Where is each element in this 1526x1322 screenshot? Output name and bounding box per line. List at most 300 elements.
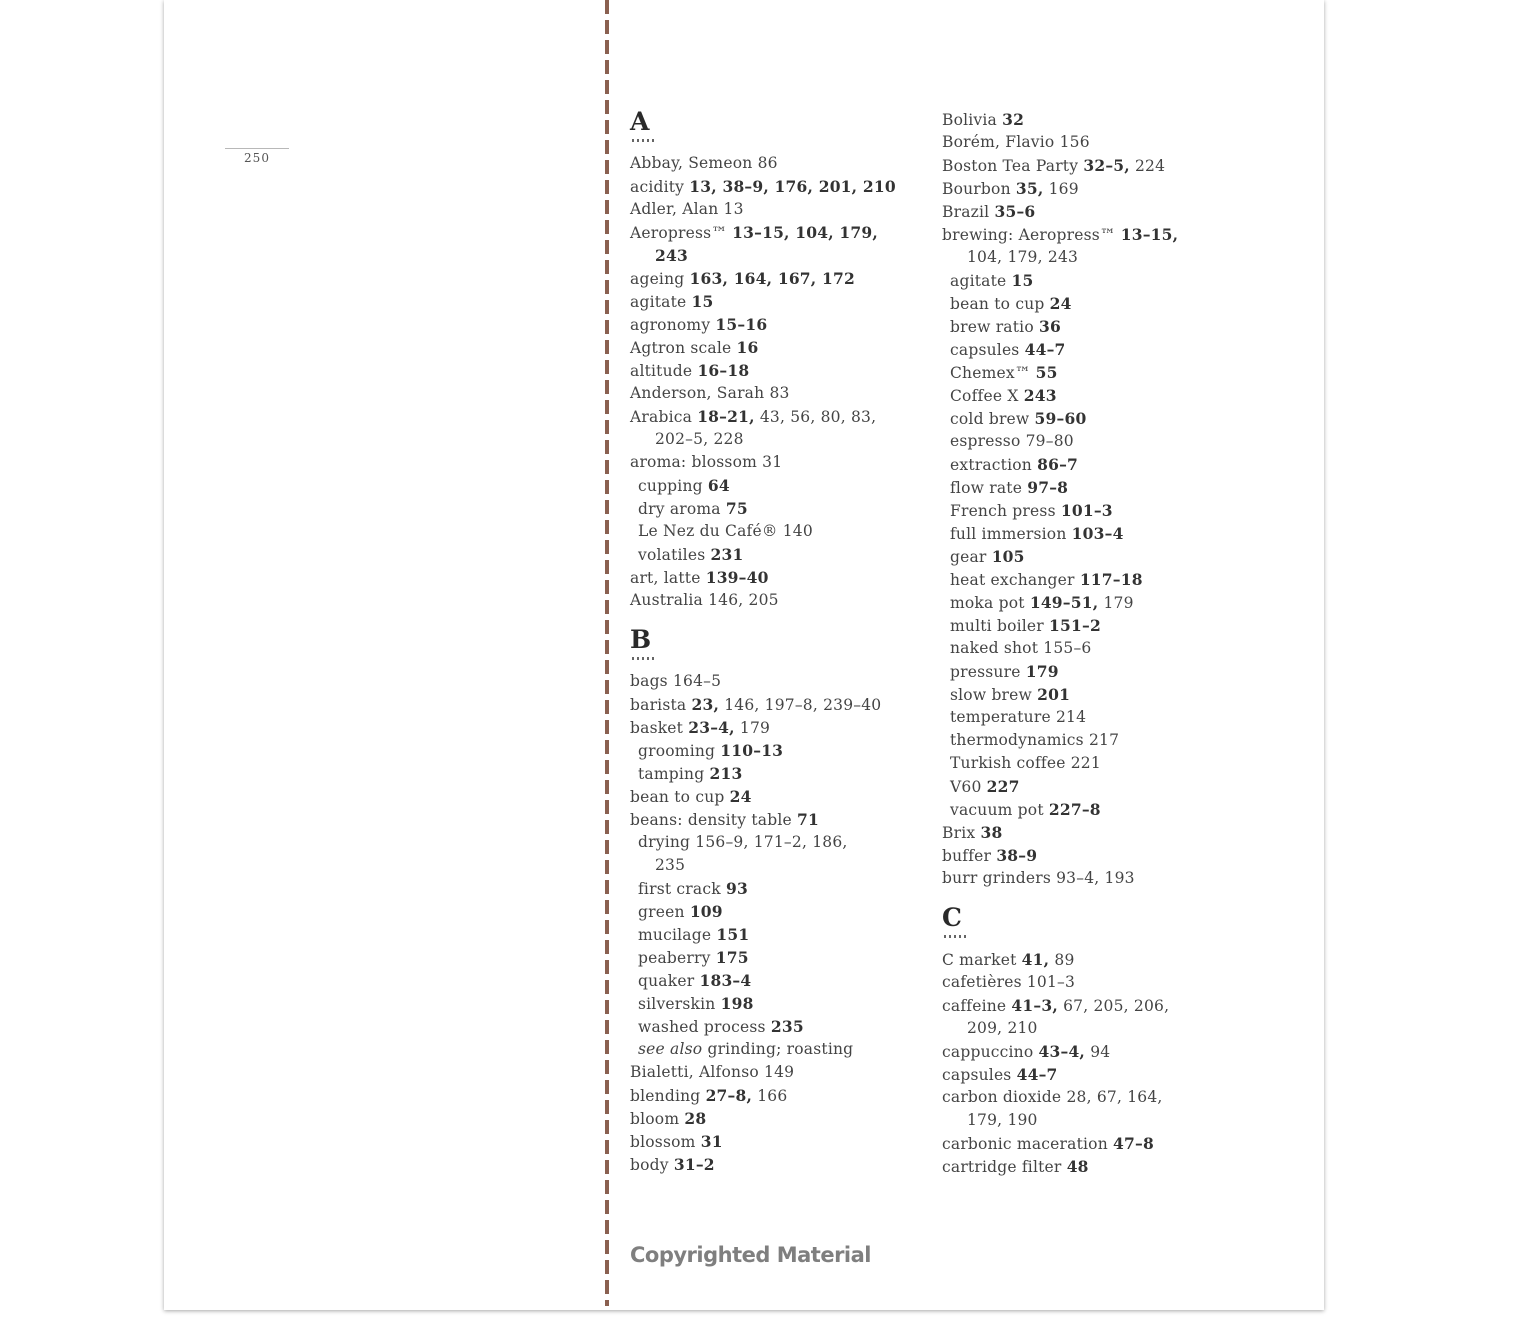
entry-term: body bbox=[630, 1156, 669, 1174]
index-entry bbox=[630, 313, 896, 336]
entry-pages bbox=[689, 178, 896, 196]
index-entry bbox=[942, 971, 1178, 994]
entry-pages bbox=[1030, 594, 1134, 612]
index-entry bbox=[630, 497, 896, 520]
entry-term: cartridge filter bbox=[942, 1158, 1062, 1176]
entry-pages bbox=[655, 247, 688, 265]
copyright-notice: Copyrighted Material bbox=[630, 1243, 871, 1267]
page-ref-bold: 41, bbox=[1021, 950, 1050, 969]
entry-term: pressure bbox=[950, 663, 1021, 681]
entry-pages bbox=[1016, 180, 1079, 198]
index-entry bbox=[630, 946, 896, 969]
index-entry bbox=[630, 739, 896, 762]
entry-pages bbox=[737, 339, 759, 357]
page-ref-bold: 183–4 bbox=[699, 971, 752, 990]
page-ref-bold: 38 bbox=[980, 823, 1003, 842]
index-entry bbox=[630, 670, 896, 693]
index-entry bbox=[942, 591, 1178, 614]
entry-pages bbox=[724, 200, 744, 218]
page-ref-bold: 109 bbox=[689, 902, 723, 921]
entry-term: Borém, Flavio bbox=[942, 133, 1055, 151]
index-entry bbox=[942, 499, 1178, 522]
page-ref-bold: 151–2 bbox=[1049, 616, 1101, 635]
index-entry bbox=[942, 154, 1178, 177]
entry-term: bloom bbox=[630, 1110, 680, 1128]
entry-pages bbox=[797, 811, 819, 829]
entry-pages bbox=[1049, 617, 1101, 635]
entry-pages bbox=[726, 500, 748, 518]
entry-pages bbox=[690, 270, 855, 288]
entry-term: buffer bbox=[942, 847, 992, 865]
page-ref: 155–6 bbox=[1043, 639, 1092, 657]
page-ref: 83 bbox=[769, 384, 790, 402]
index-entry bbox=[942, 729, 1178, 752]
page-ref-bold: 55 bbox=[1035, 363, 1058, 382]
page-ref: 202–5, 228 bbox=[655, 430, 744, 448]
page-ref-bold: 24 bbox=[1049, 294, 1072, 313]
see-also-label: see also bbox=[638, 1040, 703, 1058]
index-entry bbox=[942, 752, 1178, 775]
entry-pages bbox=[1037, 456, 1078, 474]
index-entry bbox=[942, 994, 1178, 1017]
entry-pages bbox=[699, 972, 751, 990]
index-entry bbox=[630, 854, 896, 877]
entry-pages bbox=[764, 1063, 794, 1081]
entry-pages bbox=[987, 778, 1020, 796]
entry-pages bbox=[726, 880, 748, 898]
entry-pages bbox=[721, 995, 754, 1013]
entry-term: vacuum pot bbox=[950, 801, 1044, 819]
entry-term: Turkish coffee bbox=[950, 754, 1066, 772]
column-divider bbox=[605, 0, 609, 1306]
index-entry bbox=[630, 785, 896, 808]
entry-term: bags bbox=[630, 672, 668, 690]
page-ref: 179 bbox=[739, 719, 771, 737]
page-ref-bold: 23, bbox=[691, 695, 720, 714]
entry-pages bbox=[1072, 525, 1124, 543]
index-entry bbox=[630, 451, 896, 474]
page-ref-bold: 41–3, bbox=[1011, 996, 1058, 1015]
entry-pages bbox=[758, 154, 778, 172]
entry-pages bbox=[1035, 410, 1087, 428]
entry-term: gear bbox=[950, 548, 987, 566]
page-ref-bold: 15 bbox=[1011, 271, 1034, 290]
entry-term: bean to cup bbox=[950, 295, 1045, 313]
entry-pages bbox=[692, 696, 882, 714]
entry-term: V60 bbox=[950, 778, 982, 796]
entry-pages bbox=[1121, 226, 1179, 244]
index-entry bbox=[630, 1130, 896, 1153]
index-entry bbox=[630, 336, 896, 359]
entry-term: extraction bbox=[950, 456, 1032, 474]
page-ref-bold: 97–8 bbox=[1027, 478, 1069, 497]
index-entry bbox=[942, 384, 1178, 407]
entry-term: Aeropress™ bbox=[630, 224, 728, 242]
entry-pages bbox=[707, 1040, 853, 1058]
page-ref-bold: 31–2 bbox=[673, 1155, 715, 1174]
index-entry bbox=[630, 428, 896, 451]
page-ref-bold: 23–4, bbox=[688, 718, 735, 737]
entry-pages bbox=[720, 742, 783, 760]
entry-term: Australia bbox=[630, 591, 703, 609]
section-letter: B bbox=[630, 625, 652, 654]
index-entry bbox=[630, 359, 896, 382]
entry-pages bbox=[1089, 731, 1119, 749]
entry-pages bbox=[655, 430, 744, 448]
entry-pages bbox=[695, 833, 847, 851]
index-entry bbox=[630, 762, 896, 785]
page-ref: 104, 179, 243 bbox=[967, 248, 1079, 266]
index-entry bbox=[942, 1040, 1178, 1063]
index-entry bbox=[942, 315, 1178, 338]
entry-term: Chemex™ bbox=[950, 364, 1031, 382]
index-entry bbox=[942, 614, 1178, 637]
entry-pages bbox=[674, 1156, 715, 1174]
entry-term: Bolivia bbox=[942, 111, 997, 129]
page-ref-bold: 231 bbox=[710, 545, 744, 564]
index-entry bbox=[630, 589, 896, 612]
entry-pages bbox=[967, 1019, 1038, 1037]
index-entry bbox=[630, 831, 896, 854]
index-column-right bbox=[942, 108, 1178, 1178]
entry-term: basket bbox=[630, 719, 684, 737]
index-entry bbox=[942, 683, 1178, 706]
index-entry bbox=[942, 292, 1178, 315]
index-entry bbox=[630, 1015, 896, 1038]
page-ref-bold: 16 bbox=[736, 338, 759, 357]
page-ref-bold: 179 bbox=[1025, 662, 1059, 681]
page-ref: 214 bbox=[1055, 708, 1087, 726]
page-ref: 79–80 bbox=[1025, 432, 1074, 450]
index-entry bbox=[942, 1063, 1178, 1086]
page-ref-bold: 139–40 bbox=[705, 568, 769, 587]
page-ref-bold: 28 bbox=[684, 1109, 707, 1128]
page-ref-bold: 16–18 bbox=[697, 361, 750, 380]
index-entry bbox=[942, 706, 1178, 729]
page-ref: 169 bbox=[1048, 180, 1079, 198]
page-ref-bold: 38–9 bbox=[996, 846, 1038, 865]
index-entry bbox=[942, 407, 1178, 430]
index-entry bbox=[630, 267, 896, 290]
entry-term: Boston Tea Party bbox=[942, 157, 1079, 175]
entry-pages bbox=[706, 1087, 788, 1105]
index-entry bbox=[630, 808, 896, 831]
entry-pages bbox=[1060, 133, 1090, 151]
page-ref-bold: 47–8 bbox=[1113, 1134, 1154, 1153]
index-entry bbox=[942, 453, 1178, 476]
index-entry bbox=[630, 1038, 896, 1061]
entry-term: first crack bbox=[638, 880, 721, 898]
entry-term: brewing: Aeropress™ bbox=[942, 226, 1116, 244]
index-entry bbox=[942, 108, 1178, 131]
index-entry bbox=[942, 660, 1178, 683]
index-section bbox=[942, 904, 1178, 1178]
index-section bbox=[630, 108, 896, 612]
entry-pages bbox=[1027, 973, 1075, 991]
index-section bbox=[630, 626, 896, 1176]
entry-pages bbox=[1037, 686, 1070, 704]
page-ref-bold: 32 bbox=[1002, 110, 1025, 129]
entry-pages bbox=[769, 384, 789, 402]
entry-pages bbox=[1026, 663, 1059, 681]
page-ref: 94 bbox=[1090, 1043, 1111, 1061]
entry-term: thermodynamics bbox=[950, 731, 1084, 749]
entry-term: aroma: blossom bbox=[630, 453, 758, 471]
page-ref: 235 bbox=[655, 856, 686, 874]
entry-term: moka pot bbox=[950, 594, 1025, 612]
page-ref: 86 bbox=[757, 154, 778, 172]
index-entry bbox=[630, 198, 896, 221]
entry-term: blending bbox=[630, 1087, 701, 1105]
entry-pages bbox=[715, 316, 767, 334]
index-entry bbox=[942, 361, 1178, 384]
entry-pages bbox=[1049, 801, 1101, 819]
index-entry bbox=[630, 175, 896, 198]
entry-pages bbox=[684, 1110, 706, 1128]
page-ref-bold: 32–5, bbox=[1083, 156, 1130, 175]
page-ref-bold: 103–4 bbox=[1071, 524, 1124, 543]
entry-term: Agtron scale bbox=[630, 339, 732, 357]
index-entry bbox=[942, 1155, 1178, 1178]
entry-term: carbon dioxide bbox=[942, 1088, 1062, 1106]
index-entry bbox=[942, 522, 1178, 545]
page-ref-bold: 151 bbox=[716, 925, 750, 944]
index-entry bbox=[942, 1132, 1178, 1155]
page-number: 250 bbox=[244, 151, 270, 165]
entry-term: agitate bbox=[950, 272, 1007, 290]
section-letter-underline bbox=[632, 657, 656, 660]
index-entry bbox=[942, 223, 1178, 246]
page-ref-bold: 59–60 bbox=[1034, 409, 1087, 428]
page-ref: 89 bbox=[1054, 951, 1075, 969]
page-ref: 209, 210 bbox=[967, 1019, 1038, 1037]
page-ref: 31 bbox=[762, 453, 783, 471]
entry-pages bbox=[1026, 432, 1074, 450]
page-ref-bold: 18–21, bbox=[697, 407, 755, 426]
index-entry bbox=[942, 430, 1178, 453]
page-ref-bold: 227–8 bbox=[1048, 800, 1101, 819]
entry-pages bbox=[783, 522, 813, 540]
index-entry bbox=[630, 244, 896, 267]
index-entry bbox=[942, 338, 1178, 361]
page-ref: 149 bbox=[764, 1063, 795, 1081]
entry-pages bbox=[692, 293, 714, 311]
page-ref-bold: 110–13 bbox=[720, 741, 784, 760]
index-entry bbox=[942, 269, 1178, 292]
entry-term: Brazil bbox=[942, 203, 990, 221]
section-letter: C bbox=[942, 903, 962, 932]
entry-term: Bialetti, Alfonso bbox=[630, 1063, 759, 1081]
page-ref: 28, 67, 164, bbox=[1066, 1088, 1163, 1106]
index-entry bbox=[942, 200, 1178, 223]
section-letter: A bbox=[630, 107, 650, 136]
page-number-rule bbox=[225, 148, 289, 149]
index-entry bbox=[630, 900, 896, 923]
entry-term: silverskin bbox=[638, 995, 716, 1013]
index-entry bbox=[630, 290, 896, 313]
index-entry bbox=[942, 867, 1178, 890]
entry-pages bbox=[967, 1111, 1038, 1129]
index-section bbox=[942, 108, 1178, 890]
entry-term: naked shot bbox=[950, 639, 1039, 657]
entry-term: quaker bbox=[638, 972, 695, 990]
entry-pages bbox=[1067, 1158, 1089, 1176]
entry-pages bbox=[1039, 1043, 1111, 1061]
index-entry bbox=[942, 476, 1178, 499]
index-entry bbox=[630, 923, 896, 946]
page-ref-bold: 175 bbox=[715, 948, 749, 967]
index-entry bbox=[942, 775, 1178, 798]
entry-pages bbox=[697, 408, 876, 426]
entry-term: agitate bbox=[630, 293, 687, 311]
entry-pages bbox=[688, 719, 770, 737]
entry-pages bbox=[980, 824, 1002, 842]
page-ref: 101–3 bbox=[1026, 973, 1076, 991]
entry-term: French press bbox=[950, 502, 1056, 520]
page-ref: 43, 56, 80, 83, bbox=[759, 408, 877, 426]
page-ref-bold: 15–16 bbox=[715, 315, 768, 334]
index-entry bbox=[630, 1084, 896, 1107]
index-entry bbox=[942, 637, 1178, 660]
page-ref: 67, 205, 206, bbox=[1063, 997, 1170, 1015]
index-entry bbox=[942, 844, 1178, 867]
entry-term: grooming bbox=[638, 742, 716, 760]
page-ref-bold: 13, 38–9, 176, 201, 210 bbox=[689, 177, 896, 196]
entry-pages bbox=[1036, 364, 1058, 382]
entry-pages bbox=[673, 672, 721, 690]
page-ref: 166 bbox=[757, 1087, 788, 1105]
entry-pages bbox=[716, 926, 749, 944]
index-entry bbox=[630, 520, 896, 543]
page-ref-bold: 64 bbox=[707, 476, 730, 495]
entry-term: Bourbon bbox=[942, 180, 1011, 198]
page-ref-bold: 71 bbox=[797, 810, 819, 829]
entry-pages bbox=[967, 248, 1078, 266]
index-entry bbox=[942, 177, 1178, 200]
entry-term: agronomy bbox=[630, 316, 711, 334]
page-ref-bold: 75 bbox=[725, 499, 748, 518]
entry-term: drying bbox=[638, 833, 691, 851]
entry-term: cafetières bbox=[942, 973, 1022, 991]
entry-pages bbox=[1027, 479, 1068, 497]
page-ref-bold: 44–7 bbox=[1024, 340, 1066, 359]
index-entry bbox=[630, 969, 896, 992]
page-ref: 221 bbox=[1070, 754, 1101, 772]
entry-term: peaberry bbox=[638, 949, 711, 967]
entry-term: mucilage bbox=[638, 926, 712, 944]
entry-term: bean to cup bbox=[630, 788, 725, 806]
entry-term: altitude bbox=[630, 362, 693, 380]
page-ref-bold: 117–18 bbox=[1079, 570, 1143, 589]
page-ref-bold: 86–7 bbox=[1037, 455, 1079, 474]
page-ref-bold: 213 bbox=[709, 764, 743, 783]
index-entry bbox=[942, 1086, 1178, 1109]
entry-pages bbox=[710, 765, 743, 783]
page-ref-bold: 149–51, bbox=[1029, 593, 1099, 612]
index-entry bbox=[942, 1017, 1178, 1040]
entry-term: brew ratio bbox=[950, 318, 1034, 336]
entry-term: barista bbox=[630, 696, 687, 714]
index-entry bbox=[630, 152, 896, 175]
page-ref: 224 bbox=[1135, 157, 1166, 175]
entry-pages bbox=[1024, 387, 1057, 405]
page-ref-bold: 36 bbox=[1039, 317, 1061, 336]
entry-term: art, latte bbox=[630, 569, 701, 587]
index-entry bbox=[630, 992, 896, 1015]
page-ref-bold: 163, 164, 167, 172 bbox=[689, 269, 855, 288]
entry-pages bbox=[1056, 869, 1135, 887]
index-entry bbox=[942, 246, 1178, 269]
page-ref: 140 bbox=[782, 522, 813, 540]
page-ref-bold: 243 bbox=[655, 246, 688, 265]
index-entry bbox=[630, 1107, 896, 1130]
entry-pages bbox=[1002, 111, 1024, 129]
entry-pages bbox=[1050, 295, 1072, 313]
entry-term: cappuccino bbox=[942, 1043, 1034, 1061]
page-ref-bold: 24 bbox=[729, 787, 752, 806]
entry-term: washed process bbox=[638, 1018, 766, 1036]
entry-term: flow rate bbox=[950, 479, 1023, 497]
entry-term: carbonic maceration bbox=[942, 1135, 1108, 1153]
page-ref: grinding; roasting bbox=[707, 1040, 854, 1058]
index-entry bbox=[942, 798, 1178, 821]
page-ref-bold: 198 bbox=[720, 994, 754, 1013]
entry-term: tamping bbox=[638, 765, 705, 783]
entry-pages bbox=[708, 477, 730, 495]
entry-term: blossom bbox=[630, 1133, 696, 1151]
page-ref-bold: 15 bbox=[691, 292, 714, 311]
entry-pages bbox=[716, 949, 749, 967]
entry-term: cupping bbox=[638, 477, 703, 495]
entry-pages bbox=[1113, 1135, 1154, 1153]
entry-term: burr grinders bbox=[942, 869, 1051, 887]
entry-term: temperature bbox=[950, 708, 1051, 726]
entry-term: Abbay, Semeon bbox=[630, 154, 753, 172]
page-ref: 164–5 bbox=[672, 672, 722, 690]
entry-term: full immersion bbox=[950, 525, 1067, 543]
entry-pages bbox=[762, 453, 782, 471]
entry-pages bbox=[1071, 754, 1101, 772]
entry-term: C market bbox=[942, 951, 1017, 969]
page-ref-bold: 27–8, bbox=[705, 1086, 753, 1105]
index-column-left bbox=[630, 108, 896, 1176]
entry-term: capsules bbox=[950, 341, 1020, 359]
section-letter-underline bbox=[632, 139, 656, 142]
page-ref-bold: 48 bbox=[1066, 1157, 1089, 1176]
entry-term: Brix bbox=[942, 824, 976, 842]
page-ref: 179, 190 bbox=[967, 1111, 1038, 1129]
entry-pages bbox=[1022, 951, 1075, 969]
entry-pages bbox=[655, 856, 685, 874]
page-ref-bold: 235 bbox=[770, 1017, 804, 1036]
index-entry bbox=[630, 543, 896, 566]
page-ref: 156–9, 171–2, 186, bbox=[695, 833, 848, 851]
entry-pages bbox=[697, 362, 749, 380]
page-ref: 146, 197–8, 239–40 bbox=[724, 696, 882, 714]
entry-term: Anderson, Sarah bbox=[630, 384, 765, 402]
page-ref-bold: 243 bbox=[1023, 386, 1057, 405]
index-entry bbox=[630, 405, 896, 428]
index-entry bbox=[942, 545, 1178, 568]
entry-term: multi boiler bbox=[950, 617, 1044, 635]
entry-pages bbox=[701, 1133, 723, 1151]
entry-term: dry aroma bbox=[638, 500, 721, 518]
page-ref-bold: 93 bbox=[725, 879, 748, 898]
page-ref-bold: 227 bbox=[986, 777, 1020, 796]
index-entry bbox=[630, 1153, 896, 1176]
entry-term: beans: density table bbox=[630, 811, 792, 829]
page-ref: 13 bbox=[723, 200, 744, 218]
